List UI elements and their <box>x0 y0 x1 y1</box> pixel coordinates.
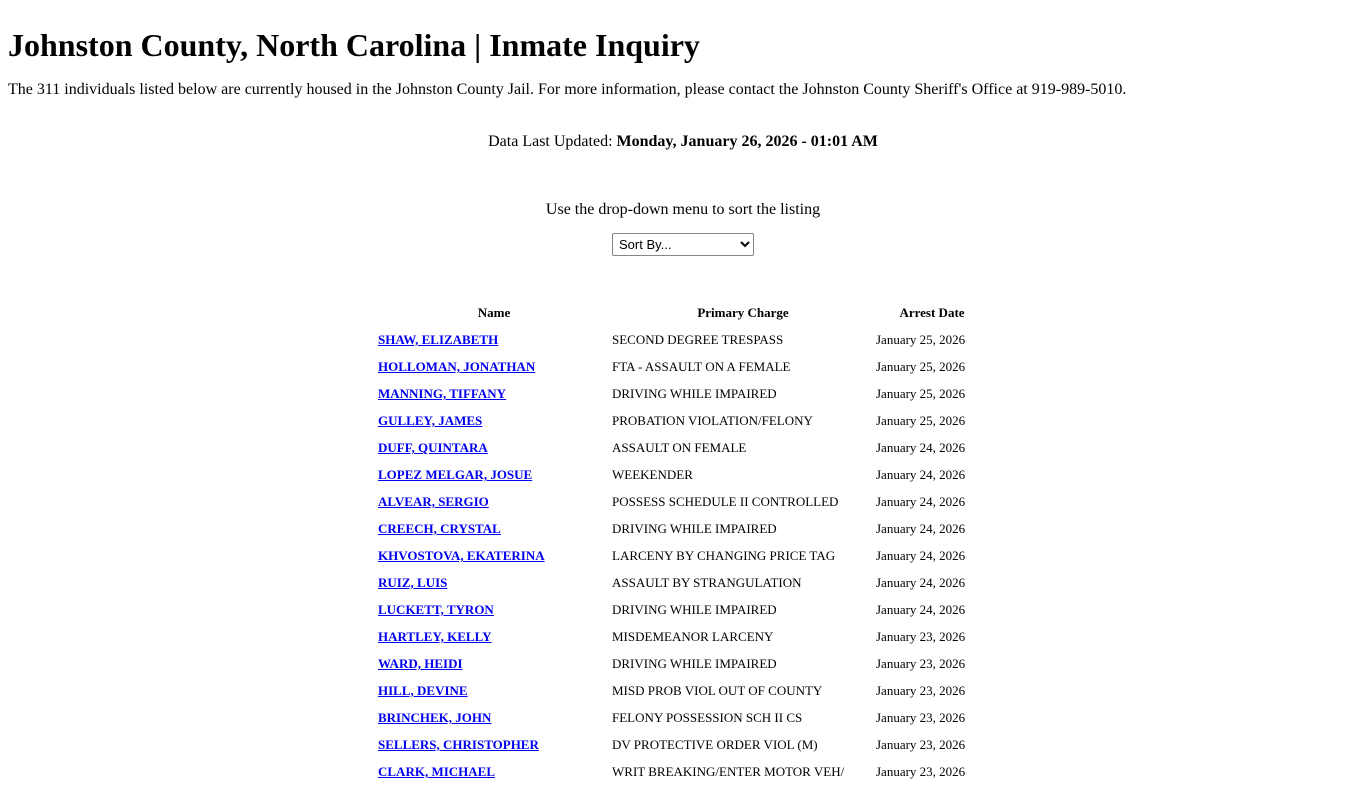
arrest-date-cell: January 23, 2026 <box>876 737 966 752</box>
inmate-name-link[interactable]: LUCKETT, TYRON <box>378 602 494 617</box>
data-last-updated-label: Data Last Updated: <box>488 133 617 150</box>
inmate-name-link[interactable]: SHAW, ELIZABETH <box>378 332 499 347</box>
arrest-date-cell: January 25, 2026 <box>876 332 966 347</box>
arrest-date-cell: January 23, 2026 <box>876 764 966 779</box>
sort-instruction-text: Use the drop-down menu to sort the listing <box>545 201 821 218</box>
arrest-date-cell: January 25, 2026 <box>876 359 966 374</box>
inmate-name-link[interactable]: BRINCHEK, JOHN <box>378 710 492 725</box>
arrest-date-cell: January 23, 2026 <box>876 656 966 671</box>
primary-charge-cell: LARCENY BY CHANGING PRICE TAG <box>612 548 836 563</box>
table-row <box>378 408 988 433</box>
sort-by-select[interactable] <box>612 233 754 256</box>
arrest-date-cell: January 25, 2026 <box>876 386 966 401</box>
table-row <box>378 381 988 406</box>
column-header-primary-charge: Primary Charge <box>697 305 789 320</box>
column-header-name: Name <box>477 305 511 320</box>
primary-charge-cell: MISDEMEANOR LARCENY <box>612 629 774 644</box>
table-header-row <box>378 300 988 325</box>
arrest-date-cell: January 23, 2026 <box>876 629 966 644</box>
table-row <box>378 570 988 595</box>
table-row <box>378 705 988 730</box>
inmate-name-link[interactable]: HARTLEY, KELLY <box>378 629 492 644</box>
table-row <box>378 462 988 487</box>
table-row <box>378 489 988 514</box>
arrest-date-cell: January 24, 2026 <box>876 575 966 590</box>
primary-charge-cell: SECOND DEGREE TRESPASS <box>612 332 784 347</box>
primary-charge-cell: PROBATION VIOLATION/FELONY <box>612 413 813 428</box>
table-row <box>378 678 988 703</box>
primary-charge-cell: DRIVING WHILE IMPAIRED <box>612 386 777 401</box>
inmate-name-link[interactable]: ALVEAR, SERGIO <box>378 494 489 509</box>
primary-charge-cell: WRIT BREAKING/ENTER MOTOR VEH/ <box>612 764 845 779</box>
primary-charge-cell: MISD PROB VIOL OUT OF COUNTY <box>612 683 823 698</box>
table-row <box>378 597 988 622</box>
data-last-updated-value: Monday, January 26, 2026 - 01:01 AM <box>616 133 878 150</box>
sort-select-container <box>8 233 1358 256</box>
inmate-name-link[interactable]: LOPEZ MELGAR, JOSUE <box>378 467 533 482</box>
inmate-name-link[interactable]: MANNING, TIFFANY <box>378 386 507 401</box>
arrest-date-cell: January 24, 2026 <box>876 521 966 536</box>
inmate-name-link[interactable]: WARD, HEIDI <box>378 656 463 671</box>
table-row <box>378 732 988 757</box>
table-row <box>378 435 988 460</box>
table-row <box>378 759 988 784</box>
arrest-date-cell: January 23, 2026 <box>876 683 966 698</box>
inmate-name-link[interactable]: SELLERS, CHRISTOPHER <box>378 737 539 752</box>
inmate-name-link[interactable]: GULLEY, JAMES <box>378 413 483 428</box>
page-title: Johnston County, North Carolina | Inmate Inquiry <box>8 27 700 63</box>
primary-charge-cell: DV PROTECTIVE ORDER VIOL (M) <box>612 737 818 752</box>
table-row <box>378 651 988 676</box>
primary-charge-cell: DRIVING WHILE IMPAIRED <box>612 521 777 536</box>
primary-charge-cell: DRIVING WHILE IMPAIRED <box>612 656 777 671</box>
arrest-date-cell: January 25, 2026 <box>876 413 966 428</box>
data-last-updated-line <box>8 133 1358 151</box>
table-row <box>378 327 988 352</box>
inmate-name-link[interactable]: HOLLOMAN, JONATHAN <box>378 359 536 374</box>
inmate-name-cell <box>378 678 610 703</box>
inmate-name-cell <box>378 732 610 757</box>
arrest-date-cell: January 24, 2026 <box>876 548 966 563</box>
inmate-name-cell <box>378 651 610 676</box>
inmate-name-cell <box>378 354 610 379</box>
table-row <box>378 516 988 541</box>
arrest-date-cell: January 24, 2026 <box>876 467 966 482</box>
primary-charge-cell: DRIVING WHILE IMPAIRED <box>612 602 777 617</box>
inmate-name-cell <box>378 435 610 460</box>
inmate-name-link[interactable]: KHVOSTOVA, EKATERINA <box>378 548 545 563</box>
arrest-date-cell: January 23, 2026 <box>876 710 966 725</box>
inmate-table <box>376 298 990 786</box>
inmate-name-cell <box>378 759 610 784</box>
column-header-arrest-date: Arrest Date <box>899 305 965 320</box>
inmate-name-cell <box>378 489 610 514</box>
inmate-name-link[interactable]: HILL, DEVINE <box>378 683 468 698</box>
inmate-name-cell <box>378 597 610 622</box>
arrest-date-cell: January 24, 2026 <box>876 602 966 617</box>
inmate-name-cell <box>378 705 610 730</box>
primary-charge-cell: FELONY POSSESSION SCH II CS <box>612 710 803 725</box>
inmate-name-cell <box>378 516 610 541</box>
inmate-name-cell <box>378 570 610 595</box>
primary-charge-cell: POSSESS SCHEDULE II CONTROLLED <box>612 494 839 509</box>
inmate-name-link[interactable]: CREECH, CRYSTAL <box>378 521 501 536</box>
primary-charge-cell: FTA - ASSAULT ON A FEMALE <box>612 359 791 374</box>
arrest-date-cell: January 24, 2026 <box>876 440 966 455</box>
table-row <box>378 624 988 649</box>
inmate-name-cell <box>378 381 610 406</box>
intro-text: The 311 individuals listed below are currently housed in the Johnston County Jail. For more information, please contact the Johnston County Sheriff's Office at 919-989-5010. <box>8 81 1127 98</box>
inmate-name-cell <box>378 624 610 649</box>
table-row <box>378 354 988 379</box>
table-row <box>378 543 988 568</box>
inmate-name-cell <box>378 462 610 487</box>
primary-charge-cell: ASSAULT BY STRANGULATION <box>612 575 802 590</box>
inmate-name-cell <box>378 327 610 352</box>
inmate-name-link[interactable]: CLARK, MICHAEL <box>378 764 496 779</box>
inmate-name-cell <box>378 543 610 568</box>
primary-charge-cell: WEEKENDER <box>612 467 693 482</box>
inmate-name-link[interactable]: RUIZ, LUIS <box>378 575 448 590</box>
inmate-name-link[interactable]: DUFF, QUINTARA <box>378 440 488 455</box>
primary-charge-cell: ASSAULT ON FEMALE <box>612 440 747 455</box>
inmate-name-cell <box>378 408 610 433</box>
arrest-date-cell: January 24, 2026 <box>876 494 966 509</box>
